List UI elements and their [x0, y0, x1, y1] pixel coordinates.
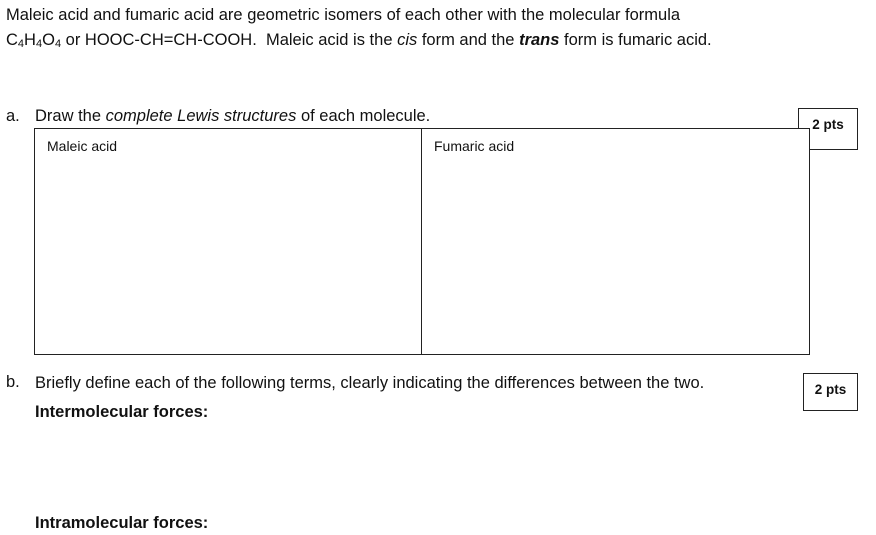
part-a-letter: a. [6, 107, 20, 125]
maleic-acid-label: Maleic acid [47, 138, 118, 154]
formula-h-subscript: 4 [35, 38, 43, 50]
part-b-points: 2 pts [814, 382, 847, 397]
intramolecular-forces-term: Intramolecular forces: [35, 514, 209, 532]
formula-h: H [24, 31, 36, 49]
part-b-prompt: Briefly define each of the following terms, clearly indicating the differences between the two. [35, 374, 705, 392]
intro-text-b: form and the [417, 31, 520, 49]
cis-term: cis [397, 31, 418, 49]
part-a-points: 2 pts [812, 117, 844, 132]
fumaric-acid-label: Fumaric acid [434, 138, 515, 154]
intro-text-c: form is fumaric acid. [559, 31, 712, 49]
part-a-text-italic: complete Lewis structures [105, 107, 297, 125]
trans-term: trans [519, 31, 560, 49]
intro-line-2 [6, 28, 866, 57]
formula-c-subscript: 4 [17, 38, 25, 50]
formula-o-subscript: 4 [54, 38, 62, 50]
intro-paragraph [6, 3, 866, 57]
formula-c: C [6, 31, 18, 49]
part-a-text-after: of each molecule. [296, 107, 431, 125]
maleic-acid-answer-box[interactable] [34, 128, 423, 355]
fumaric-acid-answer-box[interactable] [421, 128, 810, 355]
formula-o: O [42, 31, 55, 49]
part-a-text-before: Draw the [35, 107, 106, 125]
intro-line-1: Maleic acid and fumaric acid are geometric isomers of each other with the molecular formula [6, 6, 681, 24]
intermolecular-forces-term: Intermolecular forces: [35, 403, 209, 421]
part-a-prompt [35, 107, 430, 126]
part-b-letter: b. [6, 373, 20, 391]
part-b-points-box [803, 373, 858, 411]
intro-text-a: or HOOC-CH=CH-COOH. Maleic acid is the [61, 31, 398, 49]
